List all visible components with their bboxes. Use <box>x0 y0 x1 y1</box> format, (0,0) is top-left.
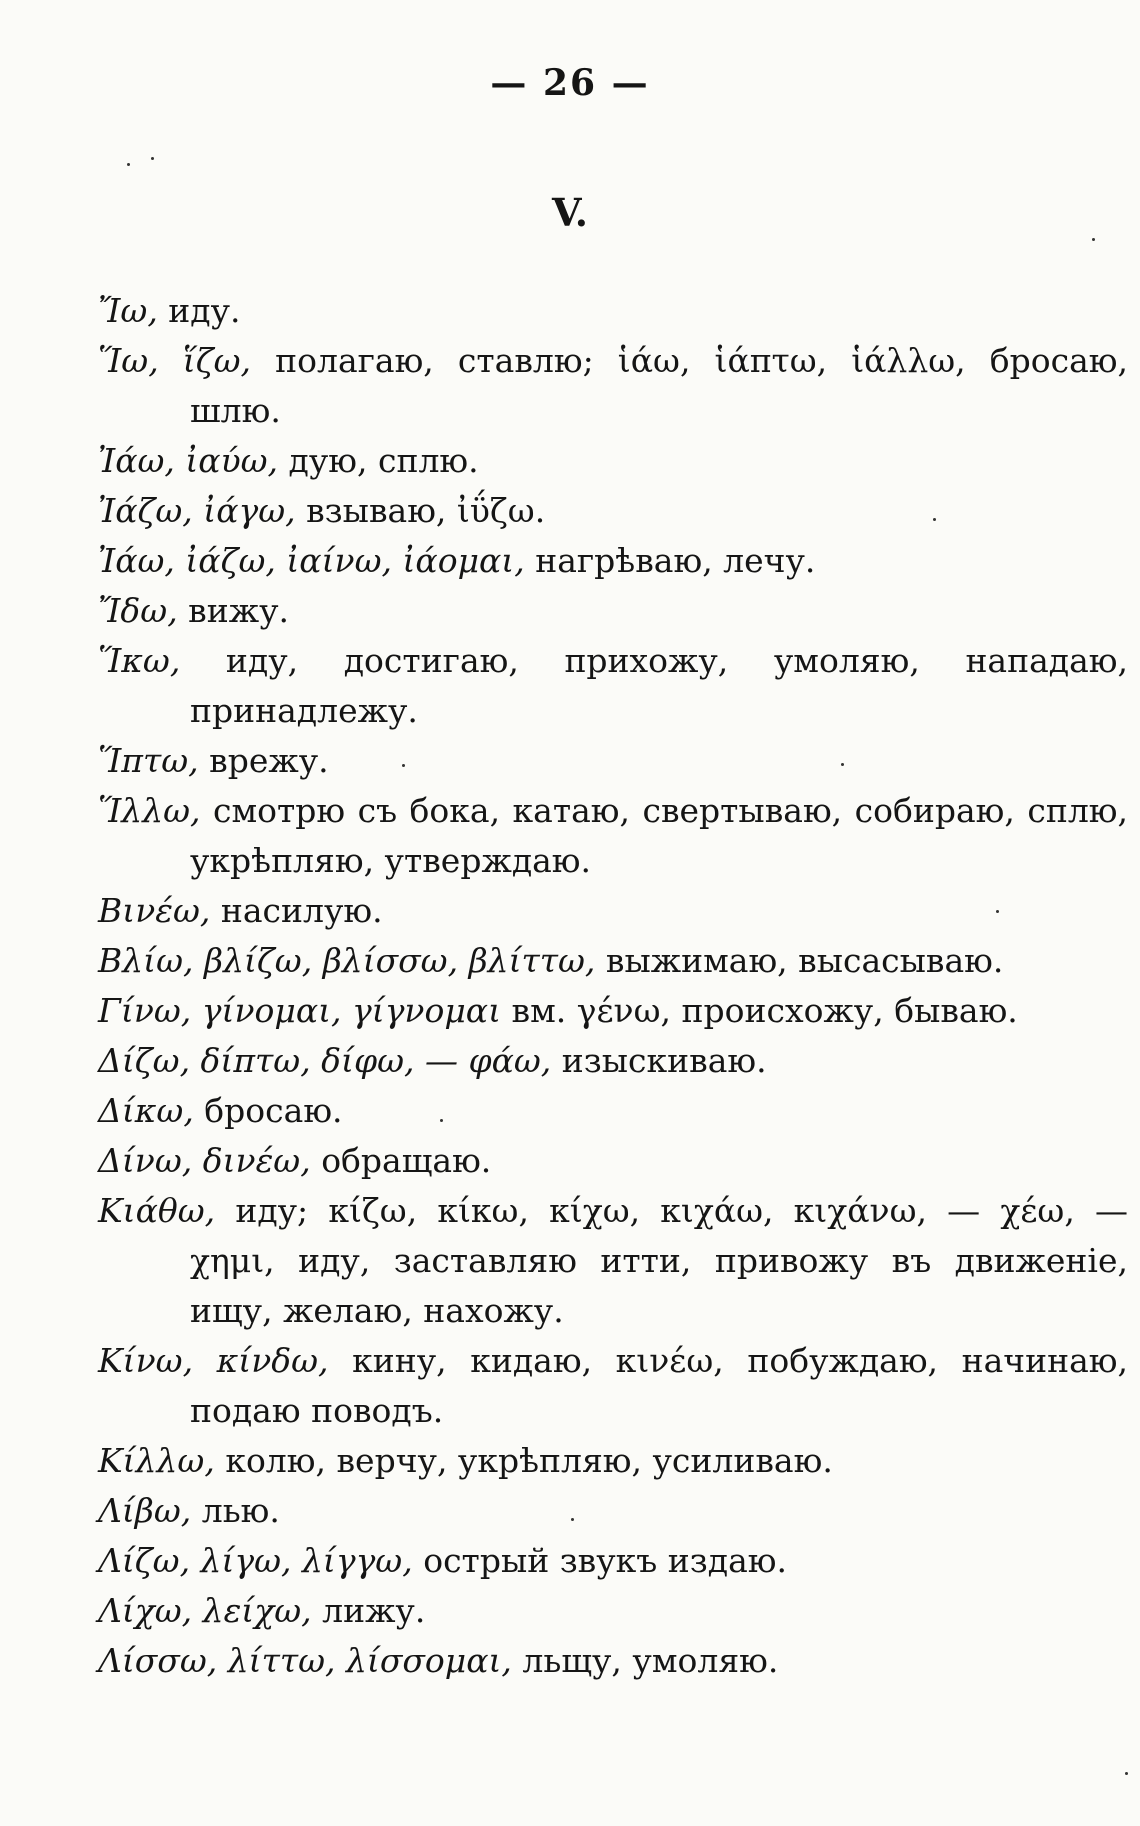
list-item <box>98 1186 1128 1336</box>
greek-lemma: Ἵω, ἵζω, <box>98 341 252 380</box>
print-speck <box>402 764 405 767</box>
entry-gloss: иду, достигаю, прихожу, умоляю, нападаю, принадлежу. <box>180 641 1128 730</box>
list-item <box>98 286 1128 336</box>
entry-gloss: бросаю. <box>193 1091 343 1130</box>
entry-gloss: обращаю. <box>310 1141 492 1180</box>
print-speck <box>151 157 154 160</box>
greek-lemma: Ἰάζω, ἰάγω, <box>98 491 296 530</box>
entry-gloss: иду; κίζω, κίκω, κίχω, κιχάω, κιχάνω, — χέω, — χημι, иду, заставляю итти, привожу въ движеніе, ищу, желаю, нахожу. <box>190 1191 1128 1330</box>
list-item <box>98 636 1128 736</box>
list-item <box>98 1136 1128 1186</box>
list-item <box>98 1086 1128 1136</box>
list-item <box>98 1036 1128 1086</box>
greek-lemma: Ἰάω, ἰαύω, <box>98 441 279 480</box>
entry-gloss: врежу. <box>198 741 329 780</box>
entry-gloss: нагрѣваю, лечу. <box>524 541 816 580</box>
entry-gloss: вижу. <box>177 591 290 630</box>
entry-gloss: изыскиваю. <box>551 1041 767 1080</box>
greek-lemma: Ἵκω, <box>98 641 181 680</box>
list-item <box>98 1486 1128 1536</box>
greek-lemma: Ἴδω, <box>98 591 178 630</box>
greek-lemma: Δίνω, δινέω, <box>98 1141 311 1180</box>
page-number: — 26 — <box>490 62 650 104</box>
list-item <box>98 536 1128 586</box>
list-item <box>98 1436 1128 1486</box>
dictionary-entries <box>98 286 1128 1686</box>
print-speck <box>440 1119 443 1122</box>
greek-lemma: Βινέω, <box>98 891 211 930</box>
list-item <box>98 936 1128 986</box>
entry-gloss: взываю, ἰΰζω. <box>295 491 546 530</box>
list-item <box>98 436 1128 486</box>
list-item <box>98 336 1128 436</box>
list-item <box>98 1636 1128 1686</box>
list-item <box>98 1586 1128 1636</box>
entry-gloss: выжимаю, высасываю. <box>595 941 1004 980</box>
list-item <box>98 786 1128 886</box>
greek-lemma: Λίχω, λείχω, <box>98 1591 312 1630</box>
list-item <box>98 1336 1128 1436</box>
entry-gloss: насилую. <box>210 891 383 930</box>
greek-lemma: Ἰάω, ἰάζω, ἰαίνω, ἰάομαι, <box>98 541 525 580</box>
print-speck <box>841 763 844 766</box>
greek-lemma: Λίζω, λίγω, λίγγω, <box>98 1541 413 1580</box>
greek-lemma: Λίβω, <box>98 1491 192 1530</box>
entry-gloss: острый звукъ издаю. <box>412 1541 787 1580</box>
list-item <box>98 886 1128 936</box>
list-item <box>98 986 1128 1036</box>
greek-lemma: Κίλλω, <box>98 1441 215 1480</box>
greek-lemma: Δίκω, <box>98 1091 194 1130</box>
print-speck <box>996 910 999 913</box>
greek-lemma: Ἵλλω, <box>98 791 201 830</box>
entry-gloss: полагаю, ставлю; ἱάω, ἱάπτω, ἱάλλω, бросаю, шлю. <box>190 341 1128 430</box>
entry-gloss: лижу. <box>311 1591 426 1630</box>
entry-gloss: кину, кидаю, κινέω, побуждаю, начинаю, подаю поводъ. <box>190 1341 1128 1430</box>
entry-gloss: лью. <box>191 1491 280 1530</box>
list-item <box>98 1536 1128 1586</box>
entry-gloss: вм. γένω, происхожу, бываю. <box>501 991 1018 1030</box>
list-item <box>98 486 1128 536</box>
greek-lemma: Δίζω, δίπτω, δίφω, — φάω, <box>98 1041 552 1080</box>
print-speck <box>933 518 936 521</box>
list-item <box>98 736 1128 786</box>
print-speck <box>127 163 130 166</box>
greek-lemma: Γίνω, γίνομαι, γίγνομαι <box>98 991 502 1030</box>
entry-gloss: иду. <box>157 291 241 330</box>
list-item <box>98 586 1128 636</box>
greek-lemma: Κιάθω, <box>98 1191 216 1230</box>
entry-gloss: колю, верчу, укрѣпляю, усиливаю. <box>214 1441 833 1480</box>
entry-gloss: льщу, умоляю. <box>511 1641 779 1680</box>
greek-lemma: Ἵπτω, <box>98 741 199 780</box>
greek-lemma: Κίνω, κίνδω, <box>98 1341 329 1380</box>
print-speck <box>571 1518 574 1521</box>
greek-lemma: Ἴω, <box>98 291 158 330</box>
greek-lemma: Λίσσω, λίττω, λίσσομαι, <box>98 1641 512 1680</box>
greek-lemma: Βλίω, βλίζω, βλίσσω, βλίττω, <box>98 941 596 980</box>
print-speck <box>1092 238 1095 241</box>
print-speck <box>1125 1772 1128 1775</box>
entry-gloss: смотрю съ бока, катаю, свертываю, собираю, сплю, укрѣпляю, утверждаю. <box>190 791 1128 880</box>
entry-gloss: дую, сплю. <box>278 441 479 480</box>
section-heading: V. <box>551 190 589 235</box>
